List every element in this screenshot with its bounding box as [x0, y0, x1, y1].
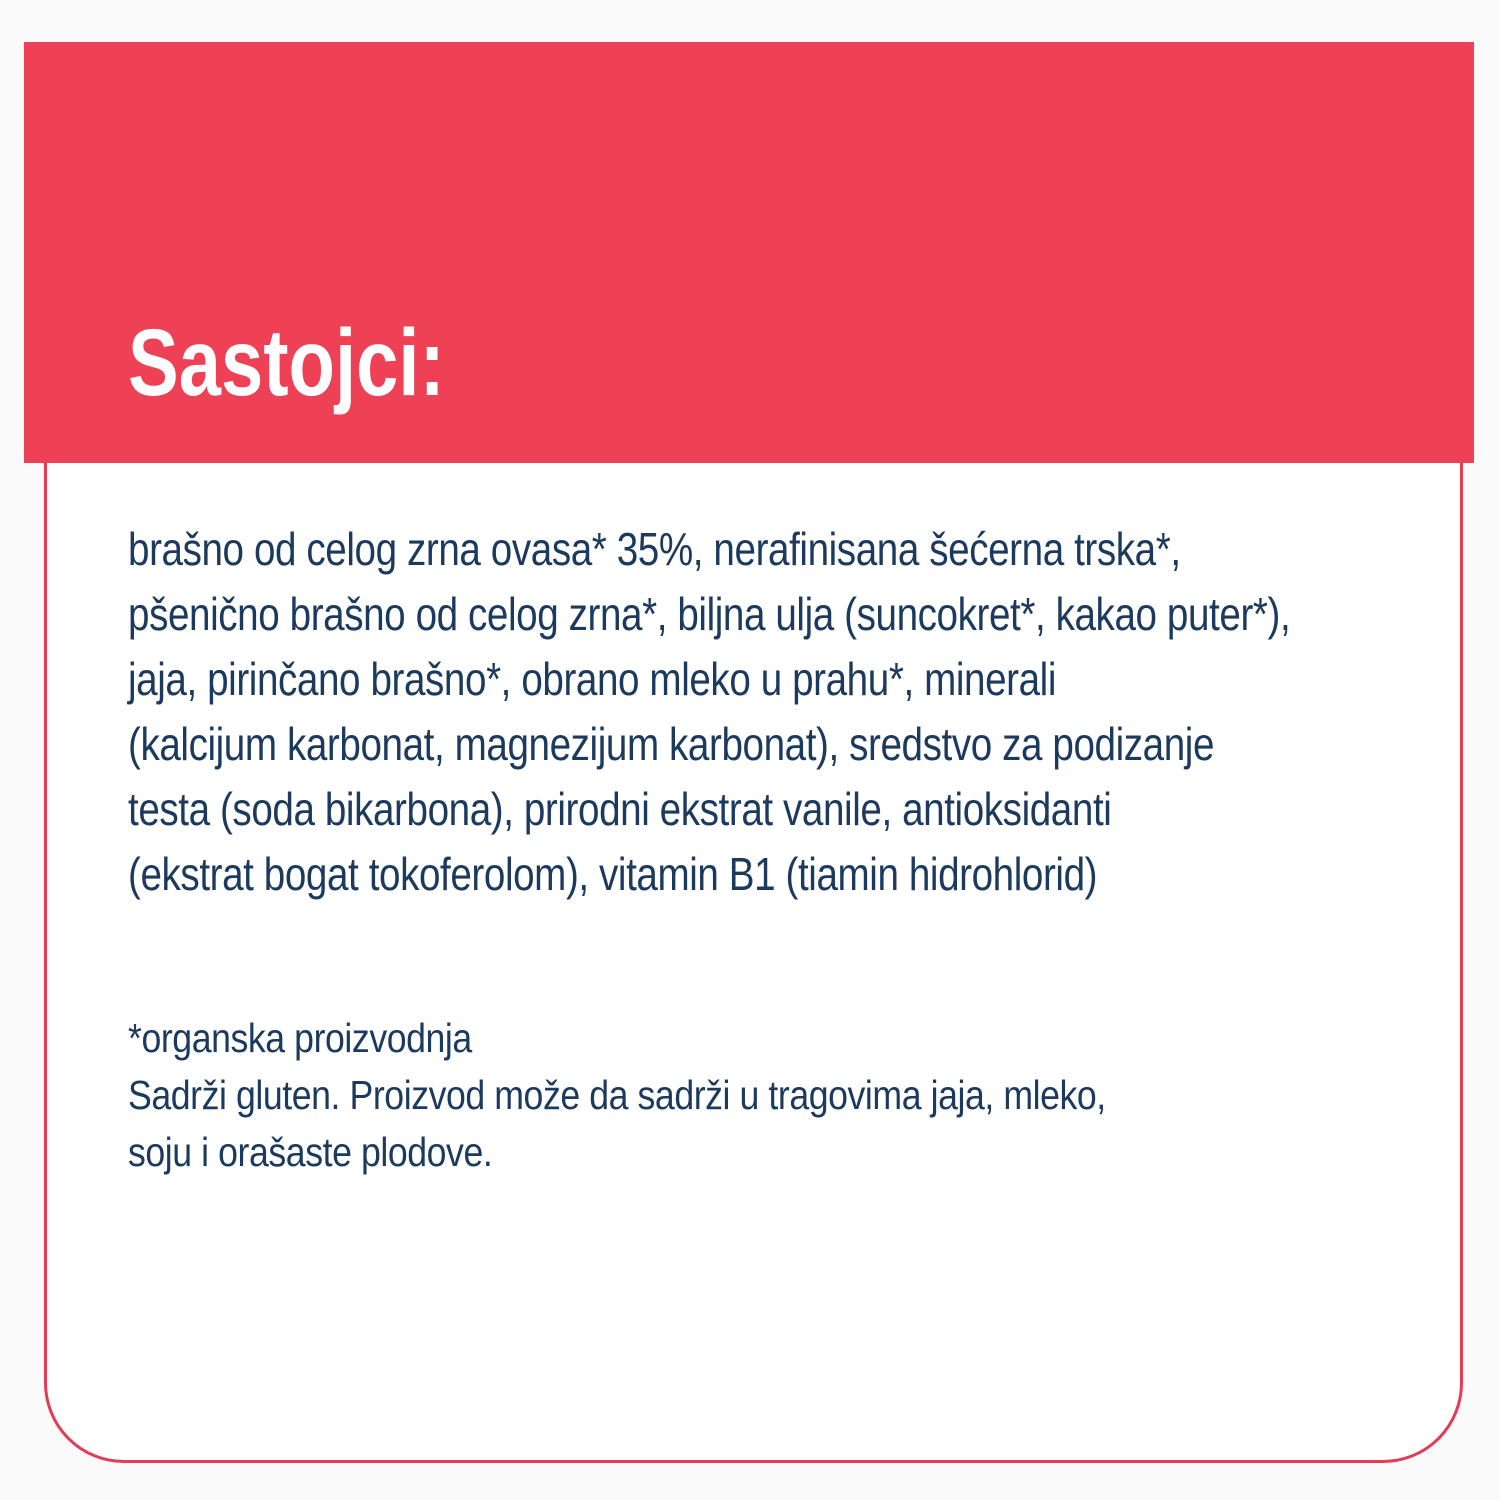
text-line: soju i orašaste plodove. — [128, 1129, 493, 1175]
text-line: pšenično brašno od celog zrna*, biljna ulja (suncokret*, kakao puter*), — [128, 588, 1291, 640]
allergen-footnotes — [128, 1010, 1433, 1181]
page-title: Sastojci: — [128, 309, 445, 416]
text-line: Sadrži gluten. Proizvod može da sadrži u tragovima jaja, mleko, — [128, 1072, 1106, 1118]
text-line: jaja, pirinčano brašno*, obrano mleko u prahu*, minerali — [128, 653, 1056, 705]
text-line: (kalcijum karbonat, magnezijum karbonat), sredstvo za podizanje — [128, 718, 1215, 770]
header-banner — [24, 42, 1474, 463]
text-line: *organska proizvodnja — [128, 1015, 472, 1061]
text-line: (ekstrat bogat tokoferolom), vitamin B1 (tiamin hidrohlorid) — [128, 848, 1098, 900]
text-line: testa (soda bikarbona), prirodni ekstrat vanile, antioksidanti — [128, 783, 1112, 835]
text-line: brašno od celog zrna ovasa* 35%, nerafinisana šećerna trska*, — [128, 523, 1181, 575]
ingredients-text — [128, 517, 1500, 907]
